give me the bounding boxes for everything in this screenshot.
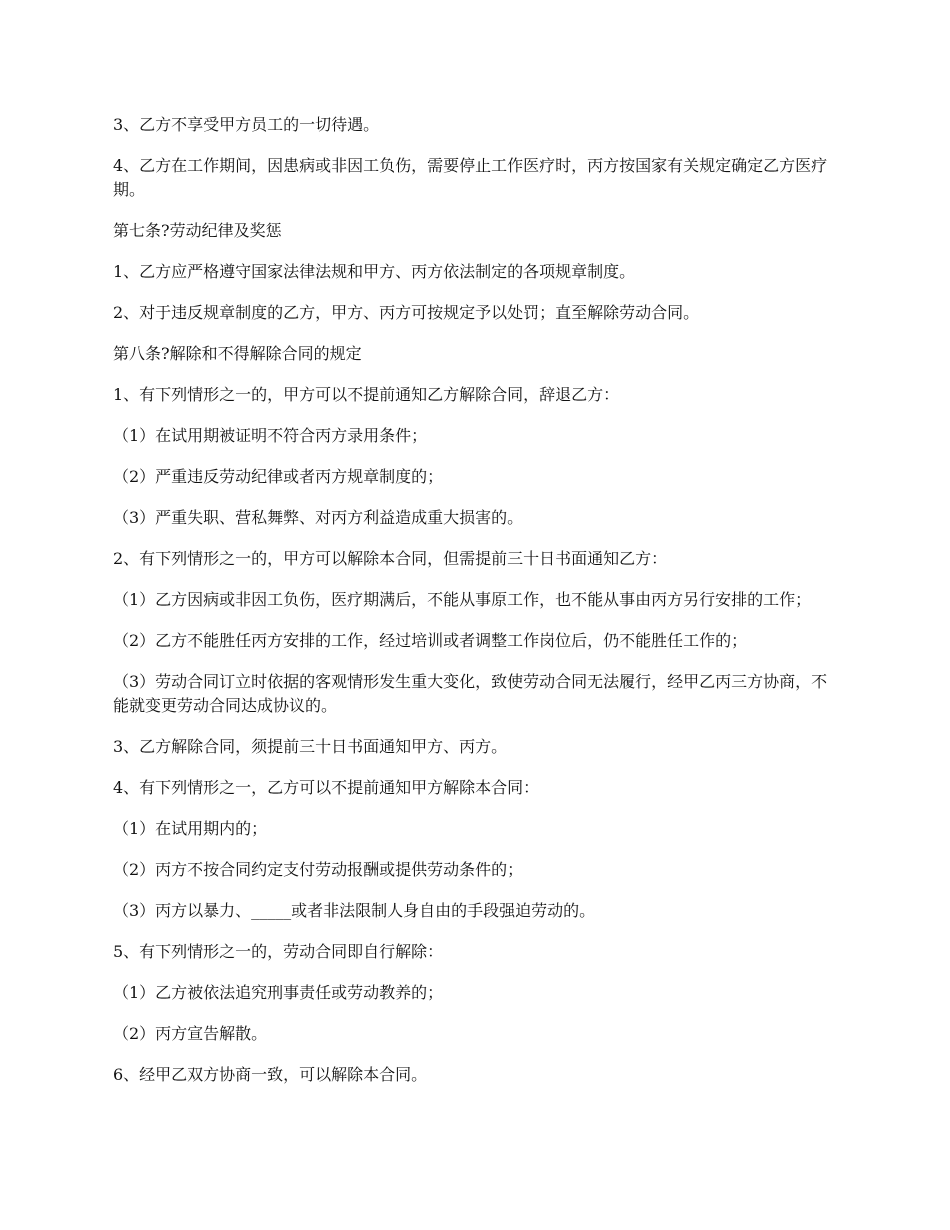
article-8-heading: 第八条?解除和不得解除合同的规定 bbox=[113, 344, 362, 363]
list-item: （1）在试用期被证明不符合丙方录用条件； bbox=[113, 426, 428, 445]
paragraph-article7-1: 1、乙方应严格遵守国家法律法规和甲方、丙方依法制定的各项规章制度。 bbox=[113, 262, 636, 281]
list-item: （2）丙方不按合同约定支付劳动报酬或提供劳动条件的； bbox=[113, 860, 524, 879]
paragraph-4-medical-period: 4、乙方在工作期间，因患病或非因工负伤，需要停止工作医疗时，丙方按国家有关规定确定乙方医疗期。 bbox=[113, 156, 828, 199]
paragraph-article8-2: 2、有下列情形之一的，甲方可以解除本合同，但需提前三十日书面通知乙方： bbox=[113, 549, 668, 568]
list-item: （3）严重失职、营私舞弊、对丙方利益造成重大损害的。 bbox=[113, 508, 524, 527]
list-item: （2）乙方不能胜任丙方安排的工作，经过培训或者调整工作岗位后，仍不能胜任工作的； bbox=[113, 631, 748, 650]
paragraph-article8-4: 4、有下列情形之一，乙方可以不提前通知甲方解除本合同： bbox=[113, 778, 540, 797]
list-item: （1）乙方因病或非因工负伤，医疗期满后，不能从事原工作，也不能从事由丙方另行安排的工作； bbox=[113, 590, 812, 609]
paragraph-article8-3: 3、乙方解除合同，须提前三十日书面通知甲方、丙方。 bbox=[113, 737, 508, 756]
paragraph-3-no-benefits: 3、乙方不享受甲方员工的一切待遇。 bbox=[113, 115, 380, 134]
list-item: （3）劳动合同订立时依据的客观情形发生重大变化，致使劳动合同无法履行，经甲乙丙三方协商，不能就变更劳动合同达成协议的。 bbox=[113, 672, 828, 715]
article-7-heading: 第七条?劳动纪律及奖惩 bbox=[113, 221, 282, 240]
paragraph-article7-2: 2、对于违反规章制度的乙方，甲方、丙方可按规定予以处罚；直至解除劳动合同。 bbox=[113, 303, 700, 322]
paragraph-article8-5: 5、有下列情形之一的，劳动合同即自行解除： bbox=[113, 942, 444, 961]
document-page bbox=[113, 113, 838, 1104]
list-item: （3）丙方以暴力、_____或者非法限制人身自由的手段强迫劳动的。 bbox=[113, 901, 596, 920]
list-item: （2）严重违反劳动纪律或者丙方规章制度的； bbox=[113, 467, 444, 486]
paragraph-article8-1: 1、有下列情形之一的，甲方可以不提前通知乙方解除合同，辞退乙方： bbox=[113, 385, 620, 404]
list-item: （1）乙方被依法追究刑事责任或劳动教养的； bbox=[113, 983, 444, 1002]
list-item: （1）在试用期内的； bbox=[113, 819, 268, 838]
paragraph-article8-6: 6、经甲乙双方协商一致，可以解除本合同。 bbox=[113, 1065, 428, 1084]
list-item: （2）丙方宣告解散。 bbox=[113, 1024, 268, 1043]
